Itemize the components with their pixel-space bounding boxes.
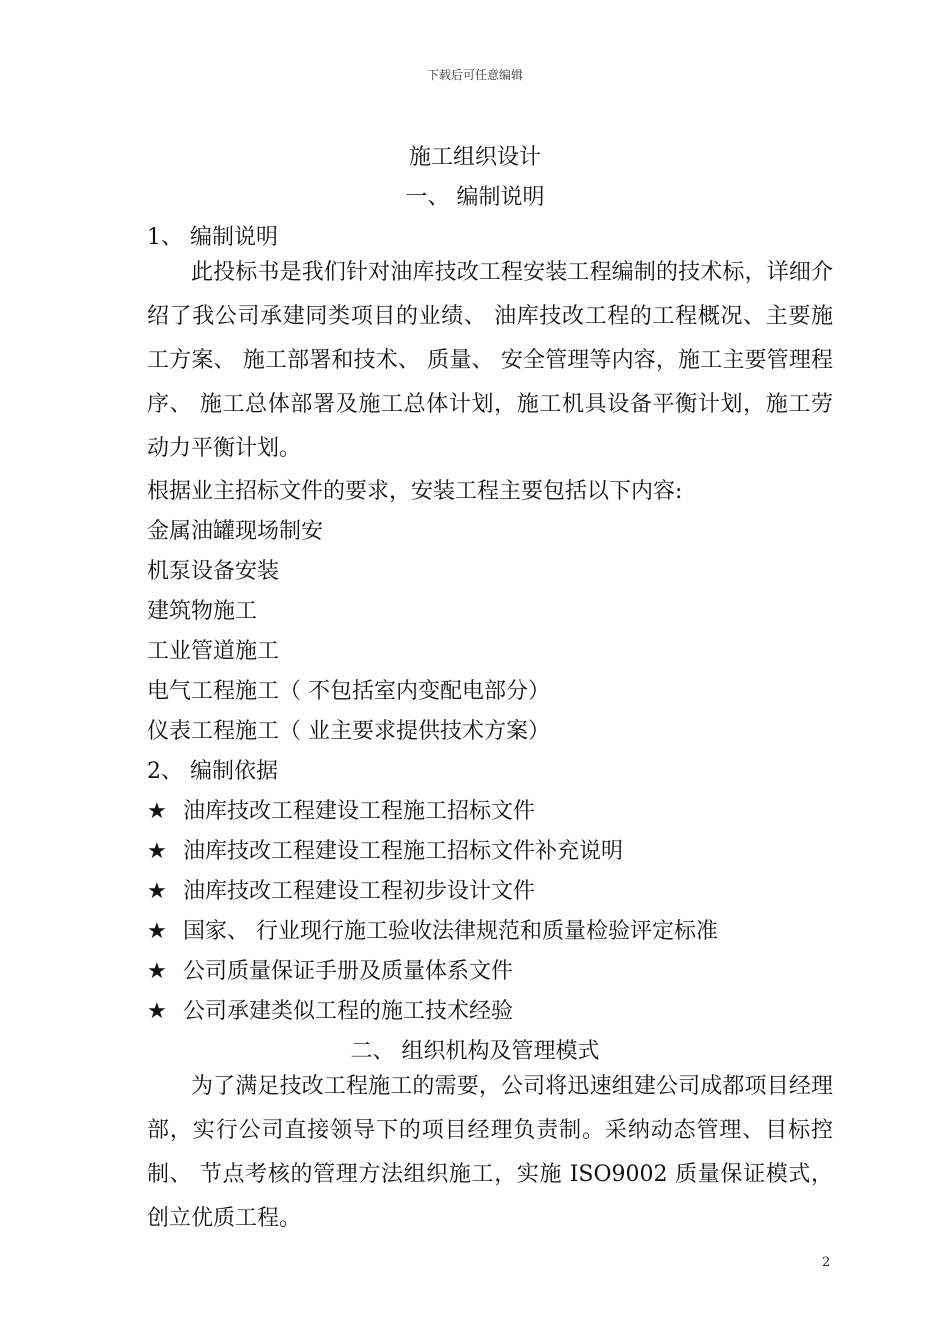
basis-list-item [147,914,718,945]
subsection-2-heading: 2、 编制依据 [147,759,278,784]
page-number: 2 [822,1255,831,1270]
star-bullet-icon: ★ [147,959,167,984]
star-bullet-icon: ★ [147,799,167,824]
basis-text: 油库技改工程建设工程施工招标文件补充说明 [183,839,624,864]
basis-list-item [147,794,535,825]
star-bullet-icon: ★ [147,879,167,904]
organization-paragraph: 为了满足技改工程施工的需要，公司将迅速组建公司成都项目经理部，实行公司直接领导下的项目经理负责制。采纳动态管理、目标控制、 节点考核的管理方法组织施工，实施 ISO9002 质量保证模式，创立优质工程。 [147,1074,833,1231]
page-header: 下载后可任意编辑 [426,68,523,82]
basis-list-item [147,994,513,1025]
basis-text: 公司承建类似工程的施工技术经验 [183,999,514,1024]
intro-paragraph: 此投标书是我们针对油库技改工程安装工程编制的技术标，详细介绍了我公司承建同类项目的业绩、 油库技改工程的工程概况、主要施工方案、 施工部署和技术、 质量、 安全管理等内容，施工主要管理程序、 施工总体部署及施工总体计划，施工机具设备平衡计划，施工劳动力平衡计划。 [147,260,833,461]
section-2-heading: 二、 组织机构及管理模式 [350,1039,600,1064]
star-bullet-icon: ★ [147,839,167,864]
scope-item: 电气工程施工（ 不包括室内变配电部分） [147,679,550,704]
basis-list-item [147,834,623,865]
star-bullet-icon: ★ [147,919,167,944]
scope-item: 工业管道施工 [147,639,280,664]
subsection-1-heading: 1、 编制说明 [147,225,278,250]
document-title: 施工组织设计 [408,145,541,170]
scope-item: 仪表工程施工（ 业主要求提供技术方案） [147,719,550,744]
scope-item: 建筑物施工 [147,599,258,624]
basis-text: 国家、 行业现行施工验收法律规范和质量检验评定标准 [183,919,718,944]
scope-item: 机泵设备安装 [147,559,280,584]
basis-text: 油库技改工程建设工程初步设计文件 [183,879,536,904]
scope-item: 金属油罐现场制安 [147,519,324,544]
basis-list-item [147,874,535,905]
star-bullet-icon: ★ [147,999,167,1024]
basis-text: 公司质量保证手册及质量体系文件 [183,959,514,984]
basis-list-item [147,954,513,985]
scope-intro-line: 根据业主招标文件的要求，安装工程主要包括以下内容: [147,479,683,504]
section-1-heading: 一、 编制说明 [405,185,545,210]
basis-text: 油库技改工程建设工程施工招标文件 [183,799,536,824]
